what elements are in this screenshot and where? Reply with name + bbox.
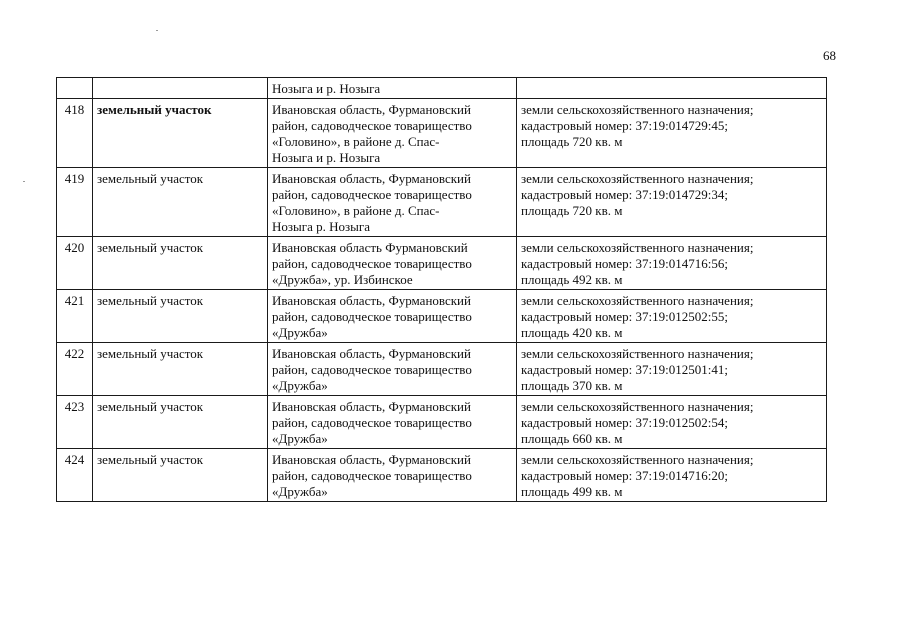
land-info-cell — [517, 290, 827, 343]
address-line: район, садоводческое товарищество — [272, 118, 472, 133]
land-info-line: кадастровый номер: 37:19:014729:34; — [521, 187, 728, 202]
table-row — [57, 168, 827, 237]
address-line: район, садоводческое товарищество — [272, 187, 472, 202]
table-row — [57, 99, 827, 168]
land-info-line: земли сельскохозяйственного назначения; — [521, 399, 754, 414]
address-line: «Дружба» — [272, 484, 328, 499]
row-number-cell: 419 — [57, 168, 93, 237]
land-info-line: площадь 720 кв. м — [521, 203, 623, 218]
object-type-cell: земельный участок — [93, 99, 268, 168]
address-cell — [268, 237, 517, 290]
address-cell — [268, 168, 517, 237]
land-info-line: площадь 660 кв. м — [521, 431, 623, 446]
address-line: Ивановская область, Фурмановский — [272, 346, 471, 361]
address-line: «Дружба» — [272, 378, 328, 393]
table-row — [57, 237, 827, 290]
land-info-line: земли сельскохозяйственного назначения; — [521, 171, 754, 186]
land-info-line: земли сельскохозяйственного назначения; — [521, 240, 754, 255]
object-type-cell: земельный участок — [93, 449, 268, 502]
object-type-cell — [93, 78, 268, 99]
land-info-line: земли сельскохозяйственного назначения; — [521, 346, 754, 361]
address-cell — [268, 449, 517, 502]
table-row — [57, 449, 827, 502]
address-line: «Головино», в районе д. Спас- — [272, 134, 440, 149]
row-number-cell: 420 — [57, 237, 93, 290]
address-cell — [268, 78, 517, 99]
land-info-line: площадь 420 кв. м — [521, 325, 623, 340]
address-line: Нозыга и р. Нозыга — [272, 81, 381, 96]
address-line: район, садоводческое товарищество — [272, 309, 472, 324]
address-line: «Дружба», ур. Избинское — [272, 272, 413, 287]
table-row — [57, 343, 827, 396]
scan-speck — [23, 181, 25, 182]
land-info-line: кадастровый номер: 37:19:012502:55; — [521, 309, 728, 324]
object-type-cell: земельный участок — [93, 168, 268, 237]
object-type-cell: земельный участок — [93, 290, 268, 343]
row-number-cell: 424 — [57, 449, 93, 502]
continuation-row — [57, 78, 827, 99]
table-row — [57, 290, 827, 343]
address-line: район, садоводческое товарищество — [272, 256, 472, 271]
land-info-cell — [517, 343, 827, 396]
land-info-cell — [517, 99, 827, 168]
address-line: район, садоводческое товарищество — [272, 468, 472, 483]
land-info-cell — [517, 78, 827, 99]
address-line: район, садоводческое товарищество — [272, 415, 472, 430]
row-number-cell: 423 — [57, 396, 93, 449]
land-info-line: кадастровый номер: 37:19:014716:20; — [521, 468, 728, 483]
address-line: «Головино», в районе д. Спас- — [272, 203, 440, 218]
land-info-line: площадь 720 кв. м — [521, 134, 623, 149]
object-type-cell: земельный участок — [93, 396, 268, 449]
address-line: Ивановская область, Фурмановский — [272, 452, 471, 467]
address-cell — [268, 290, 517, 343]
row-number-cell: 418 — [57, 99, 93, 168]
land-info-line: кадастровый номер: 37:19:012501:41; — [521, 362, 728, 377]
land-plot-registry-table — [56, 77, 827, 502]
land-info-cell — [517, 396, 827, 449]
land-info-line: кадастровый номер: 37:19:014716:56; — [521, 256, 728, 271]
land-info-line: площадь 499 кв. м — [521, 484, 623, 499]
page-number: 68 — [823, 48, 836, 63]
land-info-line: земли сельскохозяйственного назначения; — [521, 293, 754, 308]
land-info-line: площадь 492 кв. м — [521, 272, 623, 287]
land-info-line: площадь 370 кв. м — [521, 378, 623, 393]
address-line: Нозыга р. Нозыга — [272, 219, 370, 234]
address-cell — [268, 396, 517, 449]
address-cell — [268, 99, 517, 168]
address-line: Ивановская область Фурмановский — [272, 240, 468, 255]
row-number-cell: 422 — [57, 343, 93, 396]
address-line: Ивановская область, Фурмановский — [272, 102, 471, 117]
land-info-line: земли сельскохозяйственного назначения; — [521, 102, 754, 117]
scan-speck — [156, 30, 158, 31]
address-line: Ивановская область, Фурмановский — [272, 293, 471, 308]
object-type-cell: земельный участок — [93, 343, 268, 396]
object-type-cell: земельный участок — [93, 237, 268, 290]
land-info-cell — [517, 449, 827, 502]
address-line: «Дружба» — [272, 325, 328, 340]
land-info-line: кадастровый номер: 37:19:014729:45; — [521, 118, 728, 133]
row-number-cell: 421 — [57, 290, 93, 343]
address-line: Нозыга и р. Нозыга — [272, 150, 381, 165]
land-info-cell — [517, 168, 827, 237]
row-number-cell — [57, 78, 93, 99]
address-line: Ивановская область, Фурмановский — [272, 399, 471, 414]
registry-table-body — [57, 78, 827, 502]
land-info-line: земли сельскохозяйственного назначения; — [521, 452, 754, 467]
table-row — [57, 396, 827, 449]
land-info-cell — [517, 237, 827, 290]
address-line: район, садоводческое товарищество — [272, 362, 472, 377]
land-info-line: кадастровый номер: 37:19:012502:54; — [521, 415, 728, 430]
address-cell — [268, 343, 517, 396]
address-line: Ивановская область, Фурмановский — [272, 171, 471, 186]
address-line: «Дружба» — [272, 431, 328, 446]
